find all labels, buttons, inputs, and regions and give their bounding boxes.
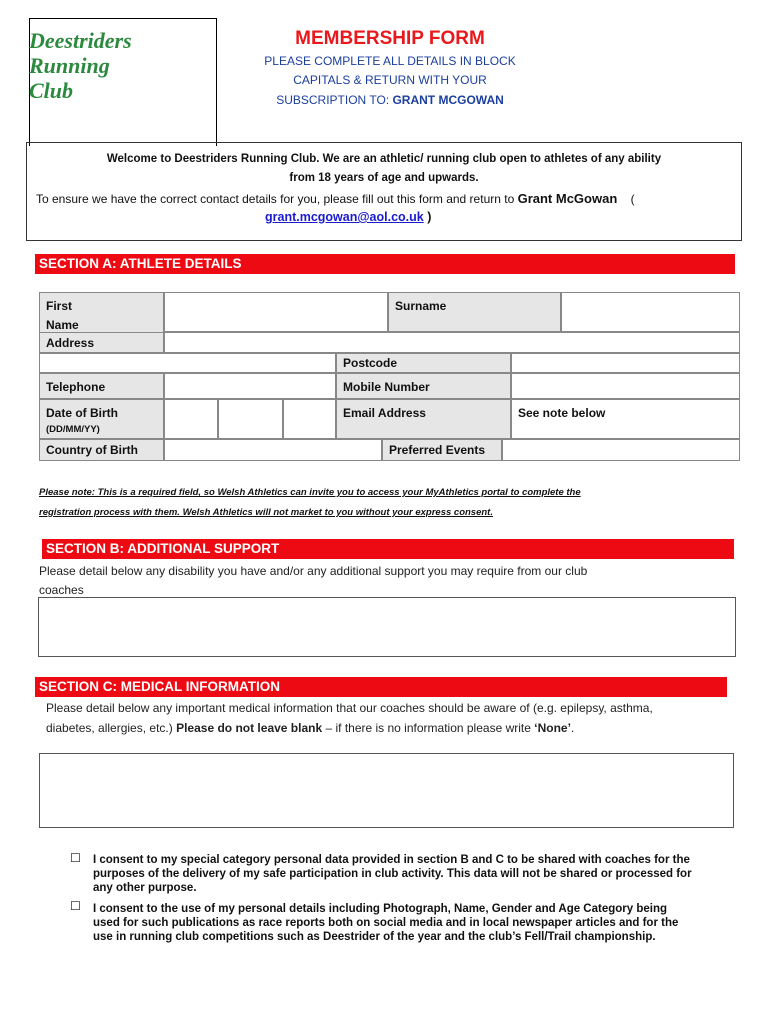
welsh-athletics-note-2: registration process with them. Welsh Athletics will not market to you without your express consent. [39, 507, 493, 518]
welcome-line-4 [265, 210, 431, 224]
section-c-instruction-1: Please detail below any important medical information that our coaches should be aware of (e.g. epilepsy, asthma, [46, 701, 653, 715]
section-a-header: SECTION A: ATHLETE DETAILS [35, 254, 735, 274]
welsh-athletics-note-1: Please note: This is a required field, so Welsh Athletics can invite you to access your MyAthletics portal to complete the [39, 487, 581, 498]
country-of-birth-field[interactable] [164, 439, 382, 461]
welcome-contact-name: Grant McGowan [517, 191, 618, 206]
first-name-field[interactable] [164, 292, 388, 332]
preferred-events-field[interactable] [502, 439, 740, 461]
club-logo [29, 28, 132, 103]
date-of-birth-format: (DD/MM/YY) [46, 424, 100, 435]
welcome-line-2: from 18 years of age and upwards. [289, 172, 479, 184]
dob-day-field[interactable] [164, 399, 218, 439]
first-name-label-line-2: Name [46, 318, 79, 332]
contact-email-link[interactable]: grant.mcgowan@aol.co.uk [265, 210, 424, 224]
email-address-field[interactable]: See note below [511, 399, 740, 439]
section-c-instruction-2 [46, 721, 574, 735]
medical-information-textarea[interactable] [39, 753, 734, 828]
postcode-field[interactable] [511, 353, 740, 373]
welcome-paren-close: ) [427, 210, 432, 224]
header-instruction-1: PLEASE COMPLETE ALL DETAILS IN BLOCK [264, 54, 516, 68]
section-c-text-e: . [570, 721, 575, 735]
dob-year-field[interactable] [283, 399, 336, 439]
preferred-events-label: Preferred Events [382, 439, 502, 461]
welcome-return-text: To ensure we have the correct contact details for you, please fill out this form and return to [36, 192, 515, 206]
dob-month-field[interactable] [218, 399, 283, 439]
logo-line-2: Running [29, 53, 110, 78]
address-field-line-2[interactable] [39, 353, 336, 373]
consent-checkbox-2[interactable]: ☐ [70, 899, 81, 913]
header-subscription-label: SUBSCRIPTION TO: [276, 93, 393, 107]
consent-text-1: I consent to my special category personal data provided in section B and C to be shared with coaches for the purposes of the delivery of my safe participation in club activity. This data will not be shared or processed for any other purpose. [93, 854, 692, 894]
welcome-paren-open: ( [630, 192, 635, 206]
header-contact-name: GRANT MCGOWAN [392, 93, 504, 107]
first-name-label-line-1: First [46, 299, 73, 313]
header-instruction-2: CAPITALS & RETURN WITH YOUR [293, 73, 487, 87]
section-c-text-c: – if there is no information please write [322, 721, 535, 735]
welcome-line-1: Welcome to Deestriders Running Club. We are an athletic/ running club open to athletes of any ability [106, 153, 662, 165]
address-field[interactable] [164, 332, 740, 353]
additional-support-textarea[interactable] [38, 597, 736, 657]
surname-field[interactable] [561, 292, 740, 332]
surname-label: Surname [388, 292, 561, 332]
address-label: Address [39, 332, 164, 353]
section-b-instruction-2: coaches [39, 583, 84, 597]
consent-text-2: I consent to the use of my personal details including Photograph, Name, Gender and Age Category being used for such publications as race reports both on social media and in local newspaper articles and for the use in running club competitions such as Deestrider of the year and the club’s Fell/Trail championship. [93, 903, 679, 943]
consent-checkbox-1[interactable]: ☐ [70, 851, 81, 865]
welcome-line-3 [36, 191, 635, 206]
first-name-label [39, 292, 164, 332]
section-b-instruction-1: Please detail below any disability you have and/or any additional support you may require from our club [39, 564, 588, 578]
logo-line-1: Deestriders [29, 28, 132, 53]
telephone-field[interactable] [164, 373, 336, 399]
form-title: MEMBERSHIP FORM [295, 28, 485, 49]
email-address-label: Email Address [336, 399, 511, 439]
section-c-header: SECTION C: MEDICAL INFORMATION [35, 677, 727, 697]
telephone-label: Telephone [39, 373, 164, 399]
country-of-birth-label: Country of Birth [39, 439, 164, 461]
section-c-text-a: diabetes, allergies, etc.) [46, 721, 177, 735]
date-of-birth-label [39, 399, 164, 439]
date-of-birth-text: Date of Birth [46, 406, 118, 420]
logo-line-3: Club [29, 78, 74, 103]
section-c-do-not-leave-blank: Please do not leave blank [176, 721, 323, 735]
mobile-number-label: Mobile Number [336, 373, 511, 399]
postcode-label: Postcode [336, 353, 511, 373]
section-b-header: SECTION B: ADDITIONAL SUPPORT [42, 539, 734, 559]
header-instruction-3 [230, 93, 550, 107]
mobile-number-field[interactable] [511, 373, 740, 399]
section-c-none: ‘None’ [534, 721, 571, 735]
